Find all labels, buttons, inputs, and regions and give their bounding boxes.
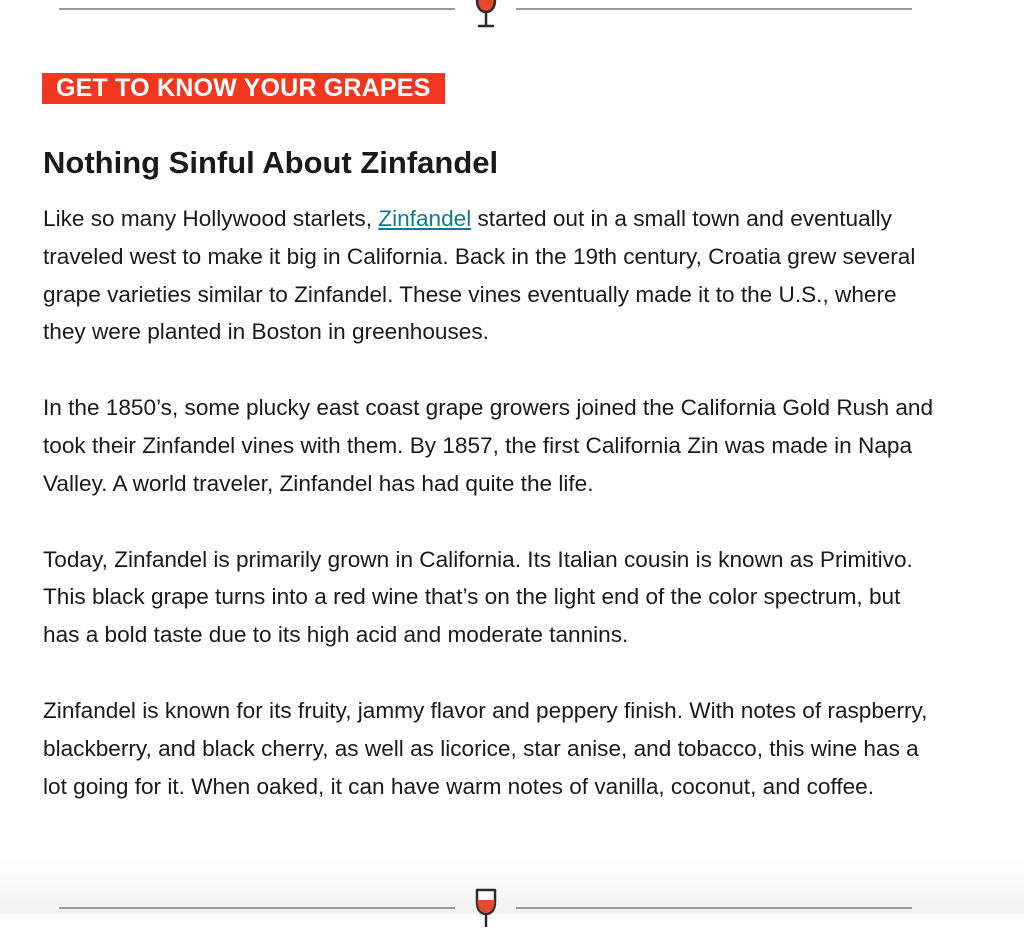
category-tag: GET TO KNOW YOUR GRAPES	[42, 73, 445, 104]
paragraph-3: Today, Zinfandel is primarily grown in California. Its Italian cousin is known as Primitivo. This black grape turns into a red wine that’s on the light end of the color spectrum, but has a bold taste due to its high acid and moderate tannins.	[43, 546, 913, 648]
divider-line-left	[59, 8, 455, 10]
top-divider	[0, 0, 1024, 26]
article-body	[43, 200, 943, 843]
wine-glass-icon	[473, 0, 499, 30]
divider-line-left	[59, 907, 455, 909]
divider-line-right	[516, 8, 912, 10]
bottom-divider	[0, 884, 1024, 924]
divider-line-right	[516, 907, 912, 909]
paragraph-1	[43, 200, 943, 351]
paragraph-1-lead: Like so many Hollywood starlets,	[43, 206, 379, 231]
paragraph-2: In the 1850’s, some plucky east coast grape growers joined the California Gold Rush and took their Zinfandel vines with them. By 1857, the first California Zin was made in Napa Valley. A world traveler, Zinfandel has had quite the life.	[43, 395, 934, 496]
wine-glass-icon	[473, 888, 499, 932]
zinfandel-link[interactable]: Zinfandel	[378, 206, 472, 231]
paragraph-1-rest: started out in a small town and eventually traveled west to make it big in California. Back in the 19th century, Croatia grew several grape varieties similar to Zinfandel. These vines eventually made it to the U.S., where they were planted in Boston in greenhouses.	[43, 206, 916, 345]
article-title: Nothing Sinful About Zinfandel	[43, 145, 499, 180]
paragraph-4: Zinfandel is known for its fruity, jammy flavor and peppery finish. With notes of raspberry, blackberry, and black cherry, as well as licorice, star anise, and tobacco, this wine has a lot going for it. When oaked, it can have warm notes of vanilla, coconut, and coffee.	[43, 697, 928, 799]
